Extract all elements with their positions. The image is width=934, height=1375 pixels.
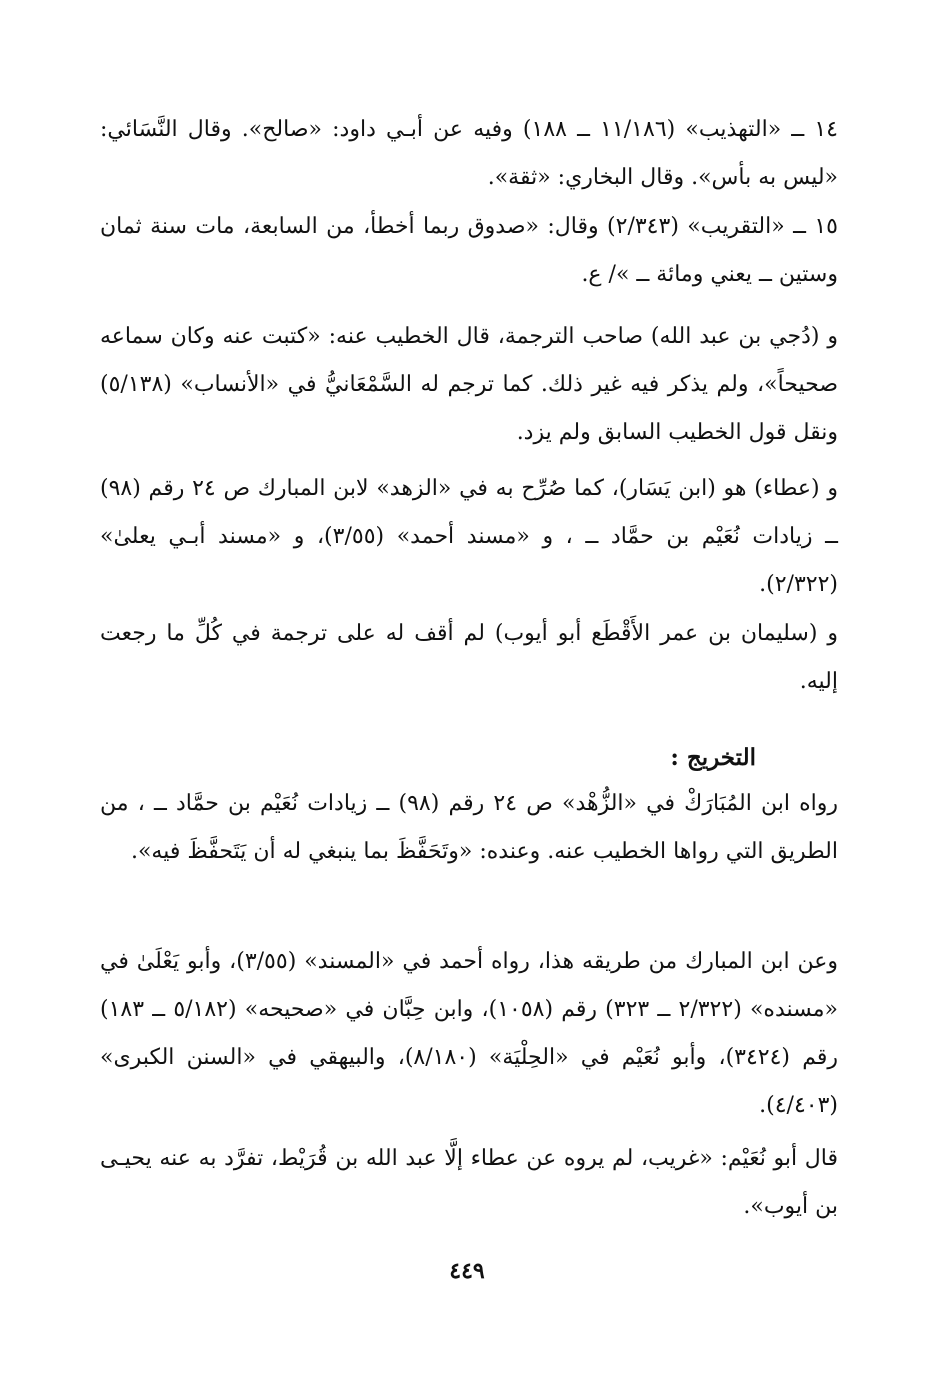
paragraph-text: قال أبو نُعَيْم: «غريب، لم يروه عن عطاء إلَّا عبد الله بن قُرَيْط، تفرَّد به عنه يحيـى بن أيوب». — [100, 1146, 838, 1219]
paragraph-abu-nuaym — [100, 1135, 838, 1231]
paragraph-ata — [100, 465, 838, 609]
paragraph-sulayman — [100, 610, 838, 706]
paragraph-dujy — [100, 313, 838, 457]
paragraph-text: و (سليمان بن عمر الأَقْطَع أبو أيوب) لم أقف له على ترجمة في كُلِّ ما رجعت إليه. — [100, 621, 838, 694]
paragraph-takhrij-1 — [100, 780, 838, 924]
paragraph-text: وعن ابن المبارك من طريقه هذا، رواه أحمد في «المسند» (٣/٥٥)، وأبو يَعْلَىٰ في «مسنده» (٢/٣٢٢ ــ ٣٢٣) رقم (١٠٥٨)، وابن حِبَّان في «صحيحه» (٥/١٨٢ ــ ١٨٣) رقم (٣٤٢٤)، وأبو نُعَيْم في «الحِلْيَة» (٨/١٨٠)، والبيهقي في «السنن الكبرى» (٤/٤٠٣). — [100, 949, 838, 1118]
page-number: ٤٤٩ — [449, 1258, 485, 1284]
paragraph-takhrij-2 — [100, 938, 838, 1130]
footnote-15 — [100, 203, 838, 299]
section-heading: التخريج : — [670, 744, 756, 771]
paragraph-text: رواه ابن المُبَارَكْ في «الزُّهْد» ص ٢٤ رقم (٩٨) ــ زيادات نُعَيْم بن حمَّاد ــ ، من الطريق التي رواها الخطيب عنه. وعنده: «وتَحَفَّظَ بما ينبغي له أن يَتَحفَّظَ فيه». — [100, 791, 839, 864]
footnote-14 — [100, 106, 838, 202]
paragraph-text: و (عطاء) هو (ابن يَسَار)، كما صُرِّح به في «الزهد» لابن المبارك ص ٢٤ رقم (٩٨) ــ زيادات نُعَيْم بن حمَّاد ــ ، و «مسند أحمد» (٣/٥٥)، و «مسند أبـي يعلىٰ» (٢/٣٢٢). — [100, 476, 839, 597]
paragraph-text: ١٥ ــ «التقريب» (٢/٣٤٣) وقال: «صدوق ربما أخطأ، من السابعة، مات سنة ثمان وستين ــ يعني ومائة ــ »/ ع. — [100, 214, 838, 287]
paragraph-text: و (دُجي بن عبد الله) صاحب الترجمة، قال الخطيب عنه: «كتبت عنه وكان سماعه صحيحاً»، ولم يذكر فيه غير ذلك. كما ترجم له السَّمْعَانيُّ في «الأنساب» (٥/١٣٨) ونقل قول الخطيب السابق ولم يزد. — [100, 324, 838, 445]
paragraph-text: ١٤ ــ «التهذيب» (١١/١٨٦ ــ ١٨٨) وفيه عن أبـي داود: «صالح». وقال النَّسَائي: «ليس به بأس». وقال البخاري: «ثقة». — [100, 117, 838, 190]
